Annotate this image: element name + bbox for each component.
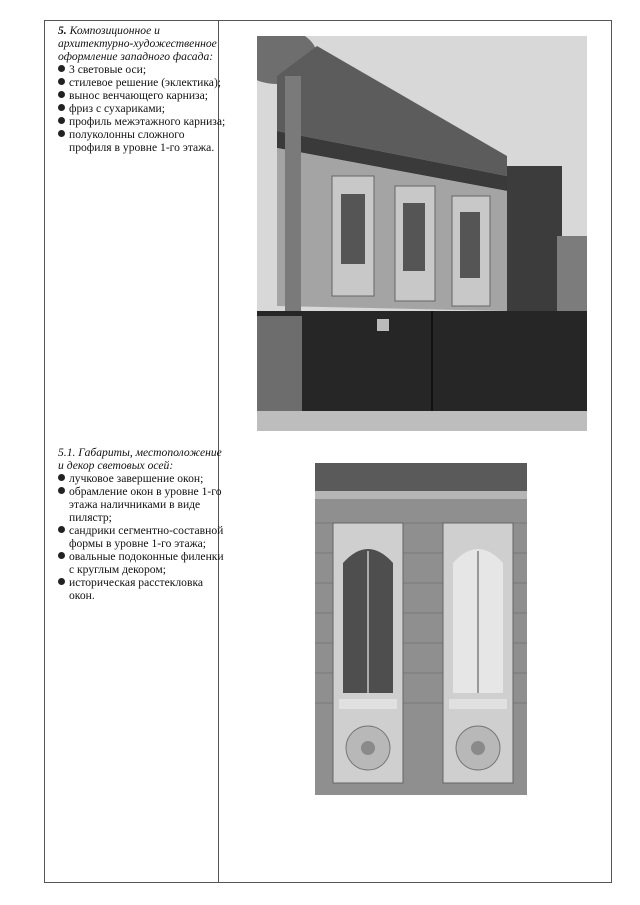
section-1-number: 5. — [58, 24, 67, 37]
section-2-list — [58, 472, 228, 602]
list-item: профиль межэтажного карниза; — [58, 115, 228, 128]
list-item: историческая расстекловка окон. — [58, 576, 228, 602]
list-item: 3 световые оси; — [58, 63, 228, 76]
list-item: фриз с сухариками; — [58, 102, 228, 115]
bullet-icon — [58, 78, 65, 85]
list-item: вынос венчающего карниза; — [58, 89, 228, 102]
facade-photo-drawing — [257, 36, 587, 431]
section-1-text — [58, 24, 228, 154]
section-1-heading — [58, 24, 228, 63]
bullet-icon — [58, 474, 65, 481]
bullet-icon — [58, 117, 65, 124]
section-2-heading: 5.1. Габариты, местоположение и декор световых осей: — [58, 446, 222, 472]
windows-detail-photo — [315, 463, 527, 795]
bullet-icon — [58, 130, 65, 137]
section-1-list — [58, 63, 228, 154]
bullet-icon — [58, 552, 65, 559]
section-1-title: Композиционное и архитектурно-художественное оформление западного фасада: — [58, 24, 217, 63]
bullet-icon — [58, 578, 65, 585]
list-item: овальные подоконные филенки с круглым декором; — [58, 550, 228, 576]
facade-photo — [257, 36, 587, 431]
list-item: обрамление окон в уровне 1-го этажа наличниками в виде пилястр; — [58, 485, 228, 524]
section-2-text — [58, 446, 228, 602]
bullet-icon — [58, 104, 65, 111]
list-item: стилевое решение (эклектика); — [58, 76, 228, 89]
bullet-icon — [58, 487, 65, 494]
bullet-icon — [58, 91, 65, 98]
bullet-icon — [58, 526, 65, 533]
bullet-icon — [58, 65, 65, 72]
windows-detail-drawing — [315, 463, 527, 795]
list-item: лучковое завершение окон; — [58, 472, 228, 485]
list-item: полуколонны сложного профиля в уровне 1-го этажа. — [58, 128, 228, 154]
list-item: сандрики сегментно-составной формы в уровне 1-го этажа; — [58, 524, 228, 550]
